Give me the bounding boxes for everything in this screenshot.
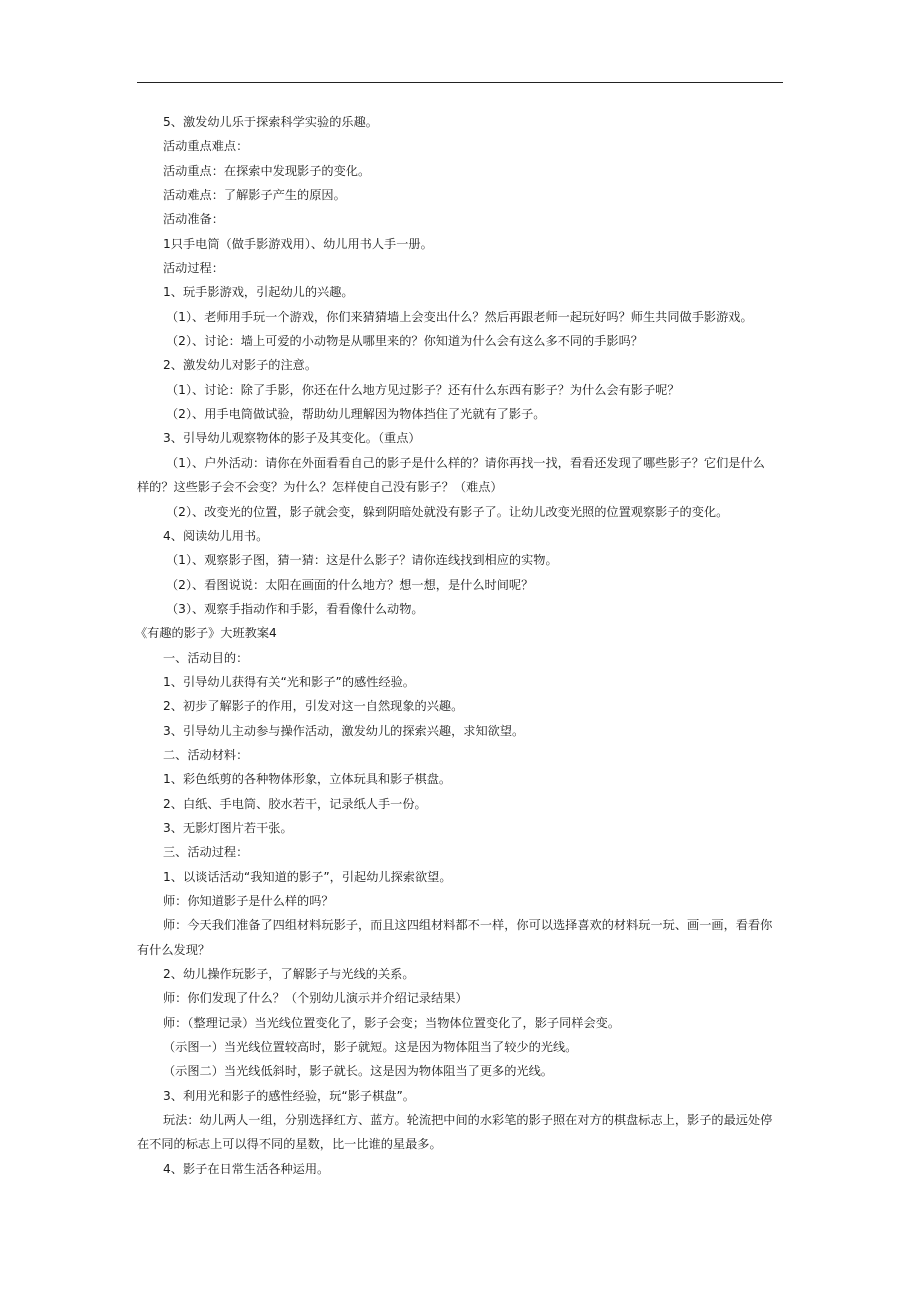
text-line: 2、白纸、手电筒、胶水若干，记录纸人手一份。 (163, 796, 427, 811)
text-line: 1、引导幼儿获得有关“光和影子”的感性经验。 (163, 674, 415, 689)
text-line: 活动重点：在探索中发现影子的变化。 (163, 163, 371, 178)
text-line: 师：你们发现了什么？（个别幼儿演示并介绍记录结果） (163, 991, 468, 1006)
text-line: 1、玩手影游戏，引起幼儿的兴趣。 (163, 285, 354, 300)
text-line: 活动准备： (163, 212, 224, 227)
text-line: 3、引导幼儿观察物体的影子及其变化。（重点） (163, 431, 421, 446)
text-line: 有什么发现？ (137, 942, 211, 957)
text-line: 师：今天我们准备了四组材料玩影子，而且这四组材料都不一样，你可以选择喜欢的材料玩一玩、画一画，看看你 (163, 918, 773, 933)
text-line: （2）、用手电筒做试验，帮助幼儿理解因为物体挡住了光就有了影子。 (166, 407, 546, 422)
text-line: （2）、改变光的位置，影子就会变，躲到阴暗处就没有影子了。让幼儿改变光照的位置观察影子的变化。 (166, 504, 729, 519)
text-line: （示图二）当光线低斜时，影子就长。这是因为物体阻当了更多的光线。 (163, 1064, 553, 1079)
header-rule (137, 82, 783, 83)
text-line: （1）、观察影子图，猜一猜：这是什么影子？请你连线找到相应的实物。 (166, 553, 558, 568)
text-line: 2、初步了解影子的作用，引发对这一自然现象的兴趣。 (163, 699, 464, 714)
text-line: 师：（整理记录）当光线位置变化了，影子会变；当物体位置变化了，影子同样会变。 (163, 1015, 621, 1030)
text-line: 二、活动材料： (163, 747, 249, 762)
text-line: 在不同的标志上可以得不同的星数，比一比谁的星最多。 (137, 1137, 442, 1152)
text-line: （3）、观察手指动作和手影，看看像什么动物。 (166, 601, 424, 616)
text-line: 1只手电筒（做手影游戏用）、幼儿用书人手一册。 (163, 236, 433, 251)
text-line: 1、以谈话活动“我知道的影子”，引起幼儿探索欲望。 (163, 869, 452, 884)
document-body (137, 110, 783, 1181)
text-line: 活动重点难点： (163, 139, 249, 154)
text-line: （示图一）当光线位置较高时，影子就短。这是因为物体阻当了较少的光线。 (163, 1040, 578, 1055)
text-line: 4、阅读幼儿用书。 (163, 528, 269, 543)
text-line: 师：你知道影子是什么样的吗？ (163, 894, 334, 908)
text-line: （2）、看图说说：太阳在画面的什么地方？想一想，是什么时间呢？ (166, 577, 534, 592)
text-line: （1）、讨论：除了手影，你还在什么地方见过影子？还有什么东西有影子？为什么会有影子呢？ (166, 382, 680, 397)
text-line: 3、引导幼儿主动参与操作活动，激发幼儿的探索兴趣，求知欲望。 (163, 723, 525, 738)
text-line: （2）、讨论：墙上可爱的小动物是从哪里来的？你知道为什么会有这么多不同的手影吗？ (166, 334, 643, 349)
section-title: 《有趣的影子》大班教案4 (135, 626, 277, 641)
text-line: 3、无影灯图片若干张。 (163, 820, 293, 835)
text-line: 2、幼儿操作玩影子，了解影子与光线的关系。 (163, 967, 415, 982)
text-line: 活动过程： (163, 261, 224, 276)
text-line: 5、激发幼儿乐于探索科学实验的乐趣。 (163, 115, 378, 129)
text-line: 样的？这些影子会不会变？为什么？怎样使自己没有影子？（难点） (137, 480, 503, 495)
text-line: 一、活动目的： (163, 650, 249, 665)
text-line: 2、激发幼儿对影子的注意。 (163, 358, 318, 373)
text-line: 活动难点：了解影子产生的原因。 (163, 188, 346, 203)
text-line: 1、彩色纸剪的各种物体形象，立体玩具和影子棋盘。 (163, 772, 452, 787)
text-line: 三、活动过程： (163, 845, 249, 860)
text-line: 玩法：幼儿两人一组，分别选择红方、蓝方。轮流把中间的水彩笔的影子照在对方的棋盘标志上，影子的最远处停 (163, 1113, 773, 1128)
text-line: 3、利用光和影子的感性经验，玩“影子棋盘”。 (163, 1088, 415, 1103)
text-line: 4、影子在日常生活各种运用。 (163, 1161, 330, 1176)
text-line: （1）、户外活动：请你在外面看看自己的影子是什么样的？请你再找一找，看看还发现了哪些影子？它们是什么 (166, 455, 765, 470)
text-line: （1）、老师用手玩一个游戏，你们来猜猜墙上会变出什么？然后再跟老师一起玩好吗？师生共同做手影游戏。 (166, 309, 753, 324)
